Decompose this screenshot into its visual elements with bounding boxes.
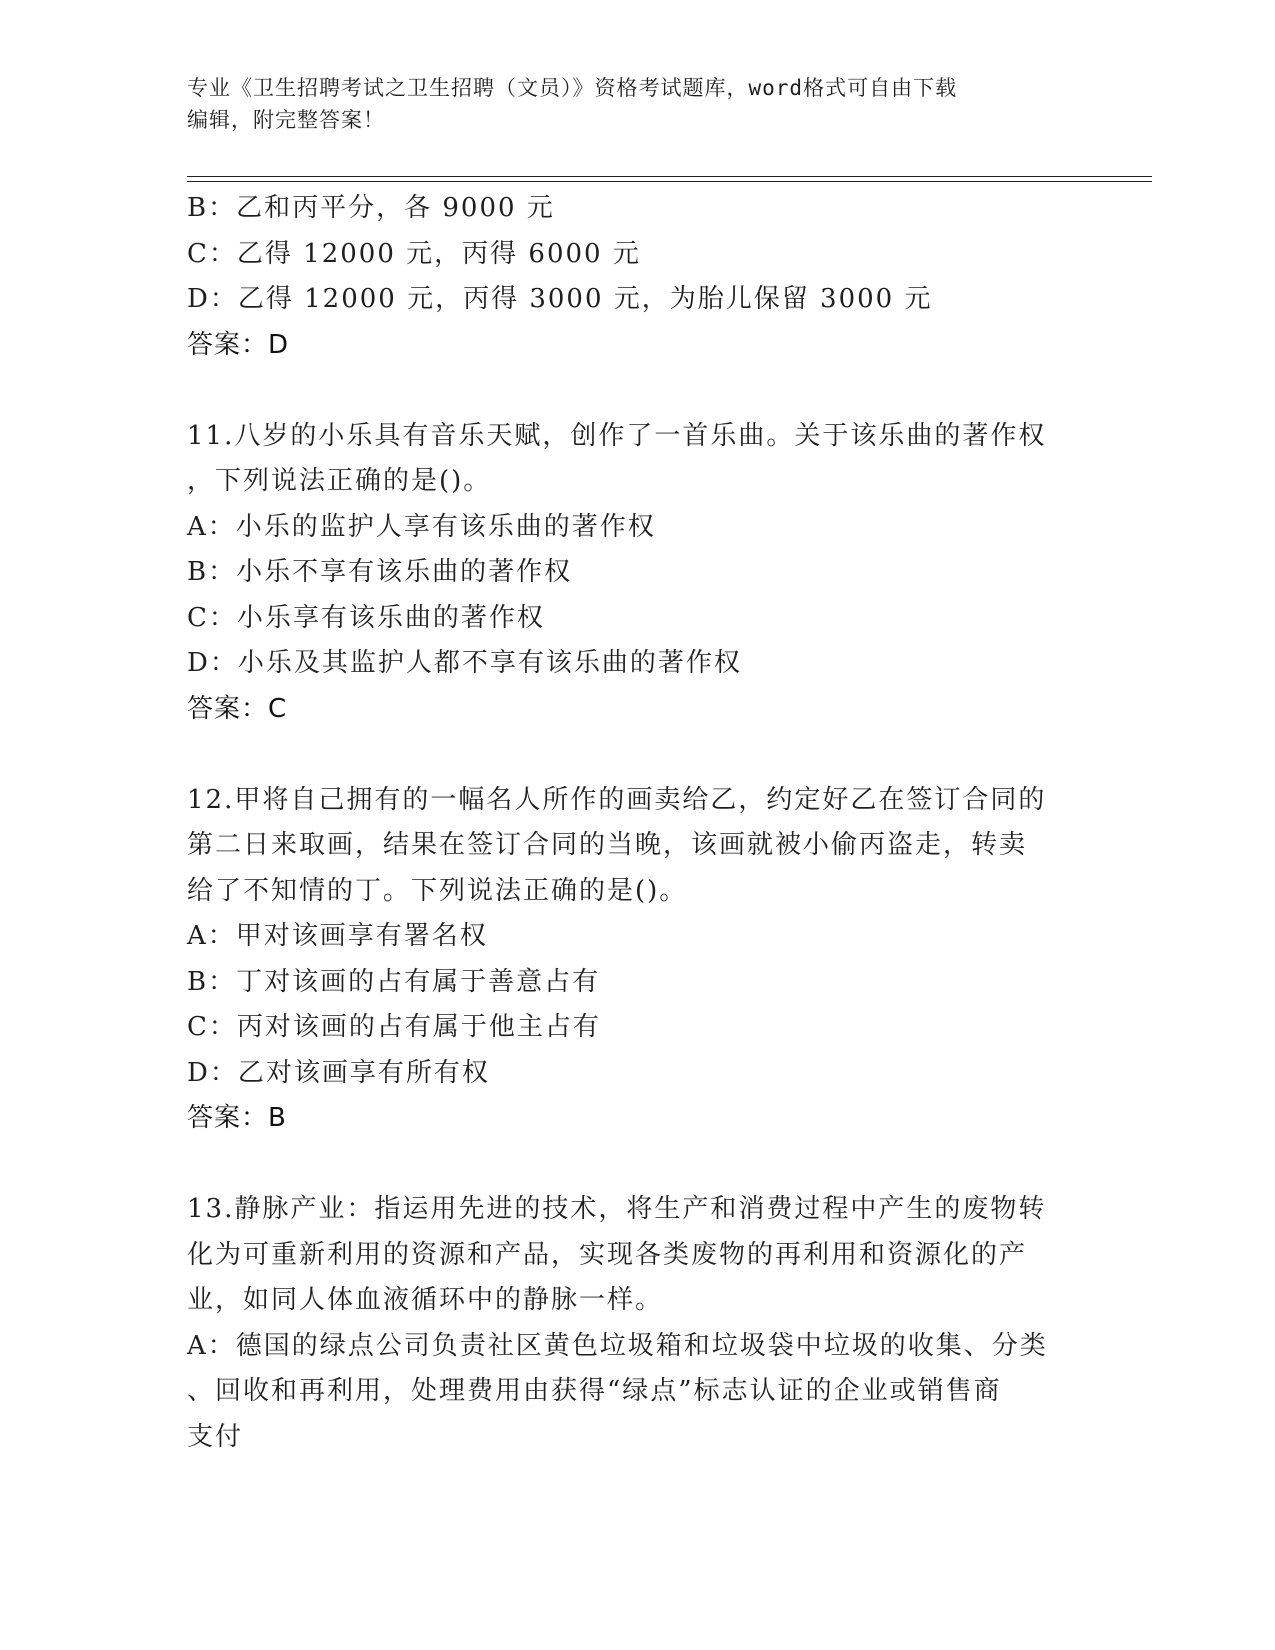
- option-b: B：丁对该画的占有属于善意占有: [187, 966, 601, 997]
- option-a-continued: 支付: [187, 1421, 244, 1452]
- option-b: B：乙和丙平分，各 9000 元: [187, 193, 555, 223]
- question-stem: 化为可重新利用的资源和产品，实现各类废物的再利用和资源化的产: [187, 1239, 1028, 1270]
- spacer: [187, 1142, 1087, 1188]
- question-stem: 给了不知情的丁。下列说法正确的是()。: [187, 875, 688, 906]
- question-stem: 第二日来取画，结果在签订合同的当晚，该画就被小偷丙盗走，转卖: [187, 830, 1028, 860]
- option-c: C：丙对该画的占有属于他主占有: [187, 1012, 601, 1042]
- answer: 答案：B: [187, 1103, 287, 1133]
- answer: 答案：D: [187, 329, 290, 360]
- option-a: A：小乐的监护人享有该乐曲的著作权: [187, 511, 656, 542]
- header-line-2: 编辑，附完整答案！: [187, 108, 385, 132]
- option-d: D：乙得 12000 元，丙得 3000 元，为胎儿保留 3000 元: [187, 284, 933, 314]
- question-13: [187, 1187, 1087, 1460]
- option-a-continued: 、回收和再利用，处理费用由获得“绿点”标志认证的企业或销售商: [187, 1376, 1002, 1406]
- option-b: B：小乐不享有该乐曲的著作权: [187, 557, 573, 587]
- spacer: [187, 732, 1087, 778]
- document-header: [187, 72, 1067, 136]
- question-stem: 13.静脉产业：指运用先进的技术，将生产和消费过程中产生的废物转: [187, 1194, 1047, 1224]
- option-d: D：小乐及其监护人都不享有该乐曲的著作权: [187, 648, 742, 678]
- option-c: C：乙得 12000 元，丙得 6000 元: [187, 238, 641, 269]
- document-body: [187, 186, 1087, 1460]
- question-stem: 业，如同人体血液循环中的静脉一样。: [187, 1285, 664, 1315]
- question-stem: ，下列说法正确的是()。: [187, 466, 492, 496]
- header-divider-top: [187, 176, 1152, 177]
- spacer: [187, 368, 1087, 414]
- question-10: [187, 186, 1087, 368]
- option-d: D：乙对该画享有所有权: [187, 1057, 490, 1088]
- question-11: [187, 414, 1087, 733]
- option-a: A：甲对该画享有署名权: [187, 921, 488, 951]
- option-a: A：德国的绿点公司负责社区黄色垃圾箱和垃圾袋中垃圾的收集、分类: [187, 1330, 1048, 1361]
- header-line-1: 专业《卫生招聘考试之卫生招聘（文员）》资格考试题库，word格式可自由下载: [187, 76, 958, 100]
- question-12: [187, 778, 1087, 1142]
- answer: 答案：C: [187, 693, 288, 724]
- option-c: C：小乐享有该乐曲的著作权: [187, 602, 545, 633]
- question-stem: 11.八岁的小乐具有音乐天赋，创作了一首乐曲。关于该乐曲的著作权: [187, 420, 1047, 451]
- header-divider-bottom: [187, 181, 1152, 182]
- question-stem: 12.甲将自己拥有的一幅名人所作的画卖给乙，约定好乙在签订合同的: [187, 784, 1047, 815]
